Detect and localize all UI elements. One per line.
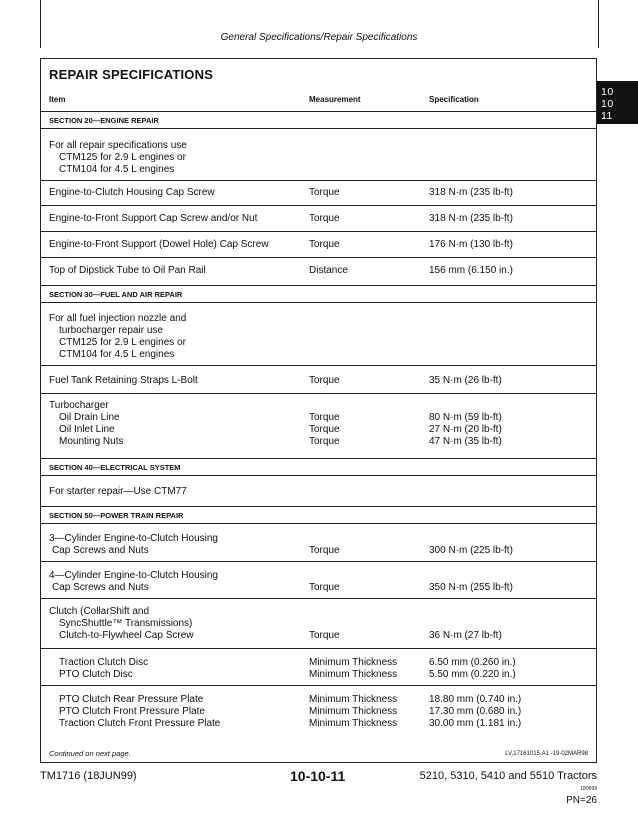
section-heading-50: SECTION 50—POWER TRAIN REPAIR — [41, 506, 596, 524]
footer-manual-id: TM1716 (18JUN99) — [40, 770, 137, 782]
row-divider — [41, 598, 596, 599]
footer-date-code: 180699 — [580, 786, 597, 792]
continued-note: Continued on next page. — [49, 749, 131, 758]
section-heading-30: SECTION 30—FUEL AND AIR REPAIR — [41, 285, 596, 303]
row-divider — [41, 685, 596, 686]
footer-tractor-models: 5210, 5310, 5410 and 5510 Tractors — [419, 770, 597, 782]
sheet-title: REPAIR SPECIFICATIONS — [49, 67, 214, 82]
column-header-item: Item — [49, 95, 66, 104]
page-header-title: General Specifications/Repair Specifications — [220, 32, 418, 43]
repair-specifications-sheet: REPAIR SPECIFICATIONS Item Measurement Specification SECTION 20—ENGINE REPAIR For all repair specifications use CTM125 for 2.9 L engines or CTM104 for 4.5 L engines Engine-to-Clutch Housing Cap Screw Torque 318 N·m (235 lb-ft) Engine-to-Front Support Cap Screw and/or Nut Torque 318 N·m (235 lb-ft) Engine-to-Front Support (Dowel Hole) Cap Screw Torque 176 N·m (130 lb-ft) Top of Dipstick Tube to Oil Pan Rail Distance 156 mm (6.150 in.) SECTION 30—FUEL AND AIR REPAIR For all fuel injection nozzle and turbocharger repair use CTM125 for 2.9 L engines or CTM104 for 4.5 L engines Fuel Tank Retaining Straps L-Bolt Torque 35 N·m (26 lb-ft) Turbocharger Oil Drain Line Torque 80 N·m (59 lb-ft) Oil Inlet Line Torque 27 N·m (20 lb-ft) Mounting Nuts Torque 47 N·m (35 lb-ft) SECTION 40—ELECTRICAL SYSTEM For starter repair—Use CTM77 SECTION 50—POWER TRAIN REPAIR 3—Cylinder Engine-to-Clutch Housing Cap Screws and Nuts Torque 300 N·m (225 lb-ft) 4—Cylinder Engine-to-Clutch Housing Cap Screws and Nuts Torque 350 N·m (255 lb-ft) Clutch (CollarShift and SyncShuttle™ Transmissions) Clutch-to-Flywheel Cap Screw Torque 36 N·m (27 lb-ft) Traction Clutch Disc Minimum Thickness 6.50 mm (0.260 in.) PTO Clutch Disc Minimum Thickness 5.50 mm (0.220 in.) PTO Clutch Rear Pressure Plate Minimum Thickness 18.80 mm (0.740 in.) PTO Clutch Front Pressure Plate Minimum Thickness 17.30 mm (0.680 in.) Traction Clutch Front Pressure Plate Minimum Thickness 30.00 mm (1.181 in.) Continued on next page. LV,17161015,A1 -19-02MAR98 — [40, 58, 597, 763]
tab-line-2: 10 — [601, 98, 614, 110]
footer-page-number: 10-10-11 — [290, 768, 346, 784]
tab-line-3: 11 — [601, 110, 613, 122]
row-divider — [41, 648, 596, 649]
row-divider — [41, 561, 596, 562]
row-divider — [41, 180, 596, 181]
section-heading-20: SECTION 20—ENGINE REPAIR — [41, 111, 596, 129]
column-header-measurement: Measurement — [309, 95, 361, 104]
footer-pn: PN=26 — [566, 795, 597, 806]
section-heading-40: SECTION 40—ELECTRICAL SYSTEM — [41, 458, 596, 476]
section-tab — [597, 81, 638, 124]
reference-code: LV,17161015,A1 -19-02MAR98 — [505, 751, 588, 757]
row-divider — [41, 231, 596, 232]
column-header-specification: Specification — [429, 95, 479, 104]
tab-line-1: 10 — [601, 86, 614, 98]
row-divider — [41, 393, 596, 394]
row-divider — [41, 257, 596, 258]
row-divider — [41, 205, 596, 206]
row-divider — [41, 365, 596, 366]
